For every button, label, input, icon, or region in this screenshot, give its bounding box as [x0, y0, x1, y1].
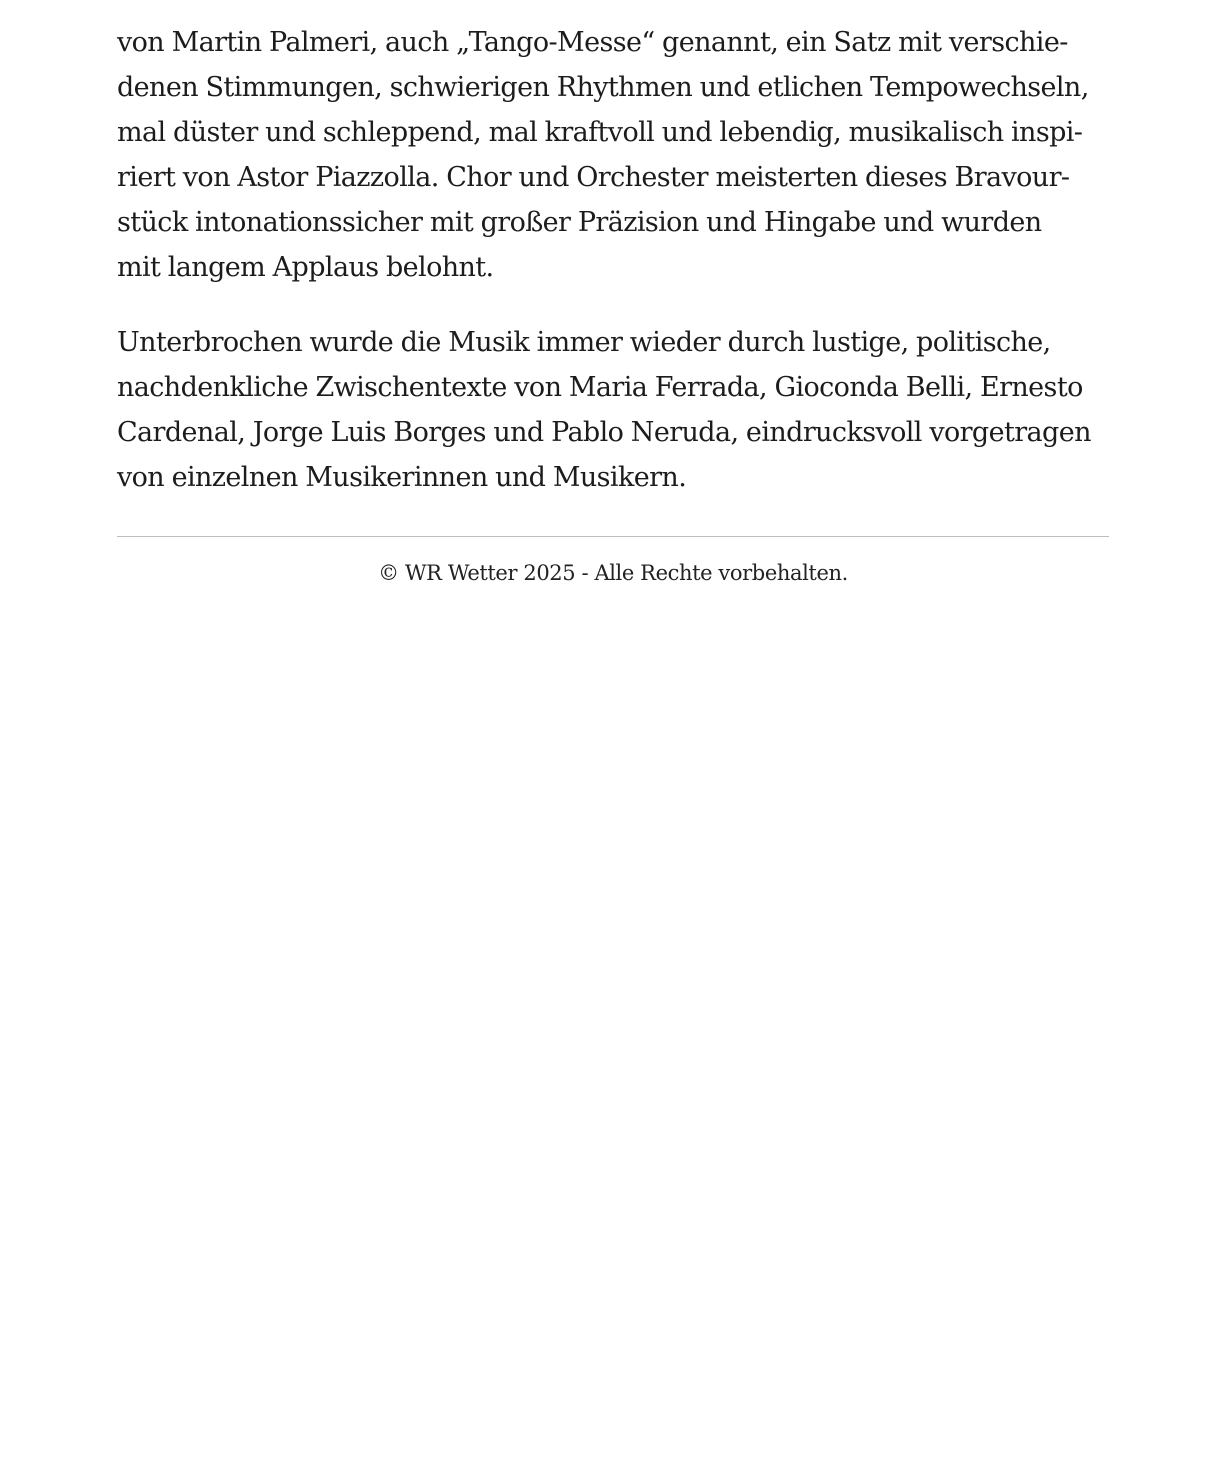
article-paragraph-2 [117, 320, 1109, 500]
paragraph-line: riert von Astor Piazzolla. Chor und Orchester meisterten dieses Bravour- [117, 162, 1070, 193]
article-content [117, 20, 1109, 585]
paragraph-line: Cardenal, Jorge Luis Borges und Pablo Neruda, eindrucksvoll vorgetragen [117, 417, 1091, 448]
paragraph-line: denen Stimmungen, schwierigen Rhythmen und etlichen Tempowechseln, [117, 72, 1089, 103]
paragraph-line: stück intonationssicher mit großer Präzision und Hingabe und wurden [117, 207, 1042, 238]
paragraph-line: mal düster und schleppend, mal kraftvoll und lebendig, musikalisch inspi- [117, 117, 1083, 148]
paragraph-line: von einzelnen Musikerinnen und Musikern. [117, 462, 687, 493]
footer-divider [117, 536, 1109, 537]
paragraph-line: mit langem Applaus belohnt. [117, 252, 494, 283]
paragraph-line: von Martin Palmeri, auch „Tango-Messe“ genannt, ein Satz mit verschie- [117, 27, 1068, 58]
copyright-footer: © WR Wetter 2025 - Alle Rechte vorbehalten. [378, 561, 848, 585]
paragraph-line: Unterbrochen wurde die Musik immer wieder durch lustige, politische, [117, 327, 1051, 358]
paragraph-line: nachdenkliche Zwischentexte von Maria Ferrada, Gioconda Belli, Ernesto [117, 372, 1083, 403]
article-paragraph-1 [117, 20, 1109, 290]
